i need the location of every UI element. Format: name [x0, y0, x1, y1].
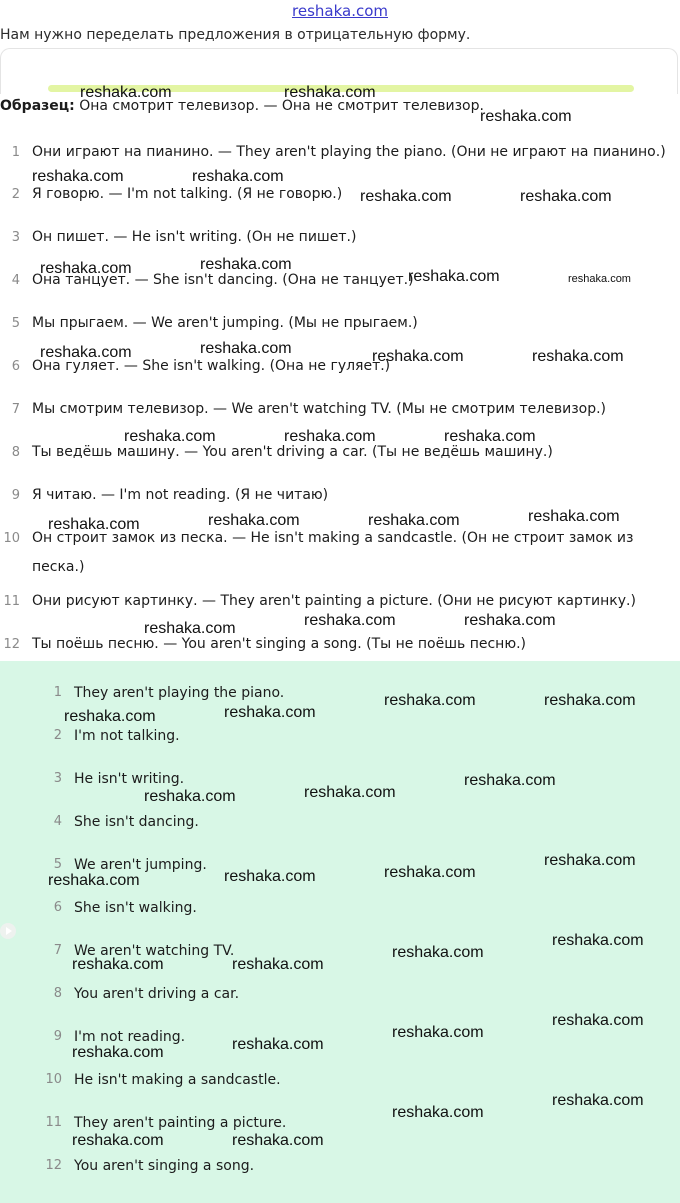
exercise-number: 4 — [11, 273, 20, 288]
answer-text: They aren't painting a picture. — [74, 1115, 287, 1131]
answer-number: 10 — [45, 1072, 62, 1087]
watermark: reshaka.com — [224, 868, 316, 885]
watermark: reshaka.com — [144, 788, 236, 805]
answer-number: 7 — [53, 943, 62, 958]
answer-number: 11 — [45, 1115, 62, 1130]
exercise-number: 12 — [3, 637, 20, 652]
answer-text: She isn't walking. — [74, 900, 197, 916]
sample-line — [0, 98, 484, 114]
task-text: Нам нужно переделать предложения в отрицательную форму. — [0, 27, 471, 43]
watermark: reshaka.com — [284, 428, 376, 445]
watermark: reshaka.com — [224, 704, 316, 721]
answer-number: 9 — [53, 1029, 62, 1044]
watermark: reshaka.com — [552, 1092, 644, 1109]
watermark: reshaka.com — [392, 1024, 484, 1041]
answer-number: 6 — [53, 900, 62, 915]
answer-text: You aren't driving a car. — [74, 986, 240, 1002]
exercise-number: 11 — [3, 594, 20, 609]
watermark: reshaka.com — [232, 1132, 324, 1149]
watermark: reshaka.com — [392, 1104, 484, 1121]
exercise-number: 7 — [11, 402, 20, 417]
answer-text: We aren't jumping. — [74, 857, 207, 873]
watermark: reshaka.com — [368, 512, 460, 529]
watermark: reshaka.com — [144, 620, 236, 637]
watermark: reshaka.com — [32, 168, 124, 185]
watermark: reshaka.com — [392, 944, 484, 961]
watermark: reshaka.com — [528, 508, 620, 525]
exercise-text: Он пишет. — He isn't writing. (Он не пишет.) — [32, 229, 357, 245]
watermark: reshaka.com — [200, 340, 292, 357]
answer-number: 1 — [53, 685, 62, 700]
exercise-text: Мы прыгаем. — We aren't jumping. (Мы не прыгаем.) — [32, 315, 418, 331]
exercise-text: Он строит замок из песка. — He isn't making a sandcastle. (Он не строит замок из песка.) — [32, 530, 634, 575]
watermark: reshaka.com — [552, 1012, 644, 1029]
watermark: reshaka.com — [72, 1044, 164, 1061]
watermark: reshaka.com — [232, 956, 324, 973]
play-icon[interactable] — [0, 923, 16, 939]
watermark: reshaka.com — [384, 864, 476, 881]
exercise-text: Я читаю. — I'm not reading. (Я не читаю) — [32, 487, 329, 503]
watermark: reshaka.com — [72, 1132, 164, 1149]
exercise-number: 1 — [11, 145, 20, 160]
answer-text: I'm not talking. — [74, 728, 180, 744]
watermark: reshaka.com — [568, 273, 631, 285]
exercise-number: 6 — [11, 359, 20, 374]
watermark: reshaka.com — [64, 708, 156, 725]
watermark: reshaka.com — [520, 188, 612, 205]
watermark: reshaka.com — [444, 428, 536, 445]
answer-number: 4 — [53, 814, 62, 829]
exercise-number: 2 — [11, 187, 20, 202]
exercise-text: Они рисуют картинку. — They aren't painting a picture. (Они не рисуют картинку.) — [32, 593, 636, 609]
watermark: reshaka.com — [48, 872, 140, 889]
exercise-text: Они играют на пианино. — They aren't playing the piano. (Они не играют на пианино.) — [32, 144, 666, 160]
sample-text: Она смотрит телевизор. — Она не смотрит телевизор. — [74, 98, 484, 114]
answer-text: She isn't dancing. — [74, 814, 199, 830]
answer-number: 2 — [53, 728, 62, 743]
answer-text: We aren't watching TV. — [74, 943, 235, 959]
watermark: reshaka.com — [544, 852, 636, 869]
watermark: reshaka.com — [552, 932, 644, 949]
watermark: reshaka.com — [40, 344, 132, 361]
watermark: reshaka.com — [72, 956, 164, 973]
exercise-number: 8 — [11, 445, 20, 460]
watermark: reshaka.com — [208, 512, 300, 529]
watermark: reshaka.com — [532, 348, 624, 365]
exercise-text: Она танцует. — She isn't dancing. (Она не танцует.) — [32, 272, 414, 288]
exercise-text: Ты ведёшь машину. — You aren't driving a car. (Ты не ведёшь машину.) — [32, 444, 553, 460]
watermark: reshaka.com — [304, 612, 396, 629]
watermark: reshaka.com — [200, 256, 292, 273]
watermark: reshaka.com — [480, 108, 572, 125]
watermark: reshaka.com — [192, 168, 284, 185]
watermark: reshaka.com — [232, 1036, 324, 1053]
watermark: reshaka.com — [384, 692, 476, 709]
watermark: reshaka.com — [544, 692, 636, 709]
exercise-text: Ты поёшь песню. — You aren't singing a song. (Ты не поёшь песню.) — [32, 636, 527, 652]
site-title-link[interactable]: reshaka.com — [292, 2, 388, 20]
answer-number: 12 — [45, 1158, 62, 1173]
exercise-number: 10 — [3, 531, 20, 546]
answer-text: They aren't playing the piano. — [74, 685, 285, 701]
watermark: reshaka.com — [464, 772, 556, 789]
answer-text: You aren't singing a song. — [74, 1158, 255, 1174]
watermark: reshaka.com — [304, 784, 396, 801]
watermark: reshaka.com — [40, 260, 132, 277]
watermark: reshaka.com — [408, 268, 500, 285]
exercise-text: Мы смотрим телевизор. — We aren't watching TV. (Мы не смотрим телевизор.) — [32, 401, 607, 417]
exercise-text: Она гуляет. — She isn't walking. (Она не гуляет.) — [32, 358, 391, 374]
exercise-number: 9 — [11, 488, 20, 503]
watermark: reshaka.com — [360, 188, 452, 205]
exercise-number: 5 — [11, 316, 20, 331]
answer-number: 3 — [53, 771, 62, 786]
watermark: reshaka.com — [80, 84, 172, 101]
exercise-number: 3 — [11, 230, 20, 245]
exercise-text: Я говорю. — I'm not talking. (Я не говорю.) — [32, 186, 343, 202]
answer-number: 8 — [53, 986, 62, 1001]
watermark: reshaka.com — [464, 612, 556, 629]
answer-number: 5 — [53, 857, 62, 872]
answer-text: He isn't making a sandcastle. — [74, 1072, 281, 1088]
answer-text: He isn't writing. — [74, 771, 185, 787]
answer-text: I'm not reading. — [74, 1029, 186, 1045]
watermark: reshaka.com — [124, 428, 216, 445]
sample-label: Образец: — [0, 98, 75, 114]
watermark: reshaka.com — [48, 516, 140, 533]
watermark: reshaka.com — [372, 348, 464, 365]
watermark: reshaka.com — [284, 84, 376, 101]
